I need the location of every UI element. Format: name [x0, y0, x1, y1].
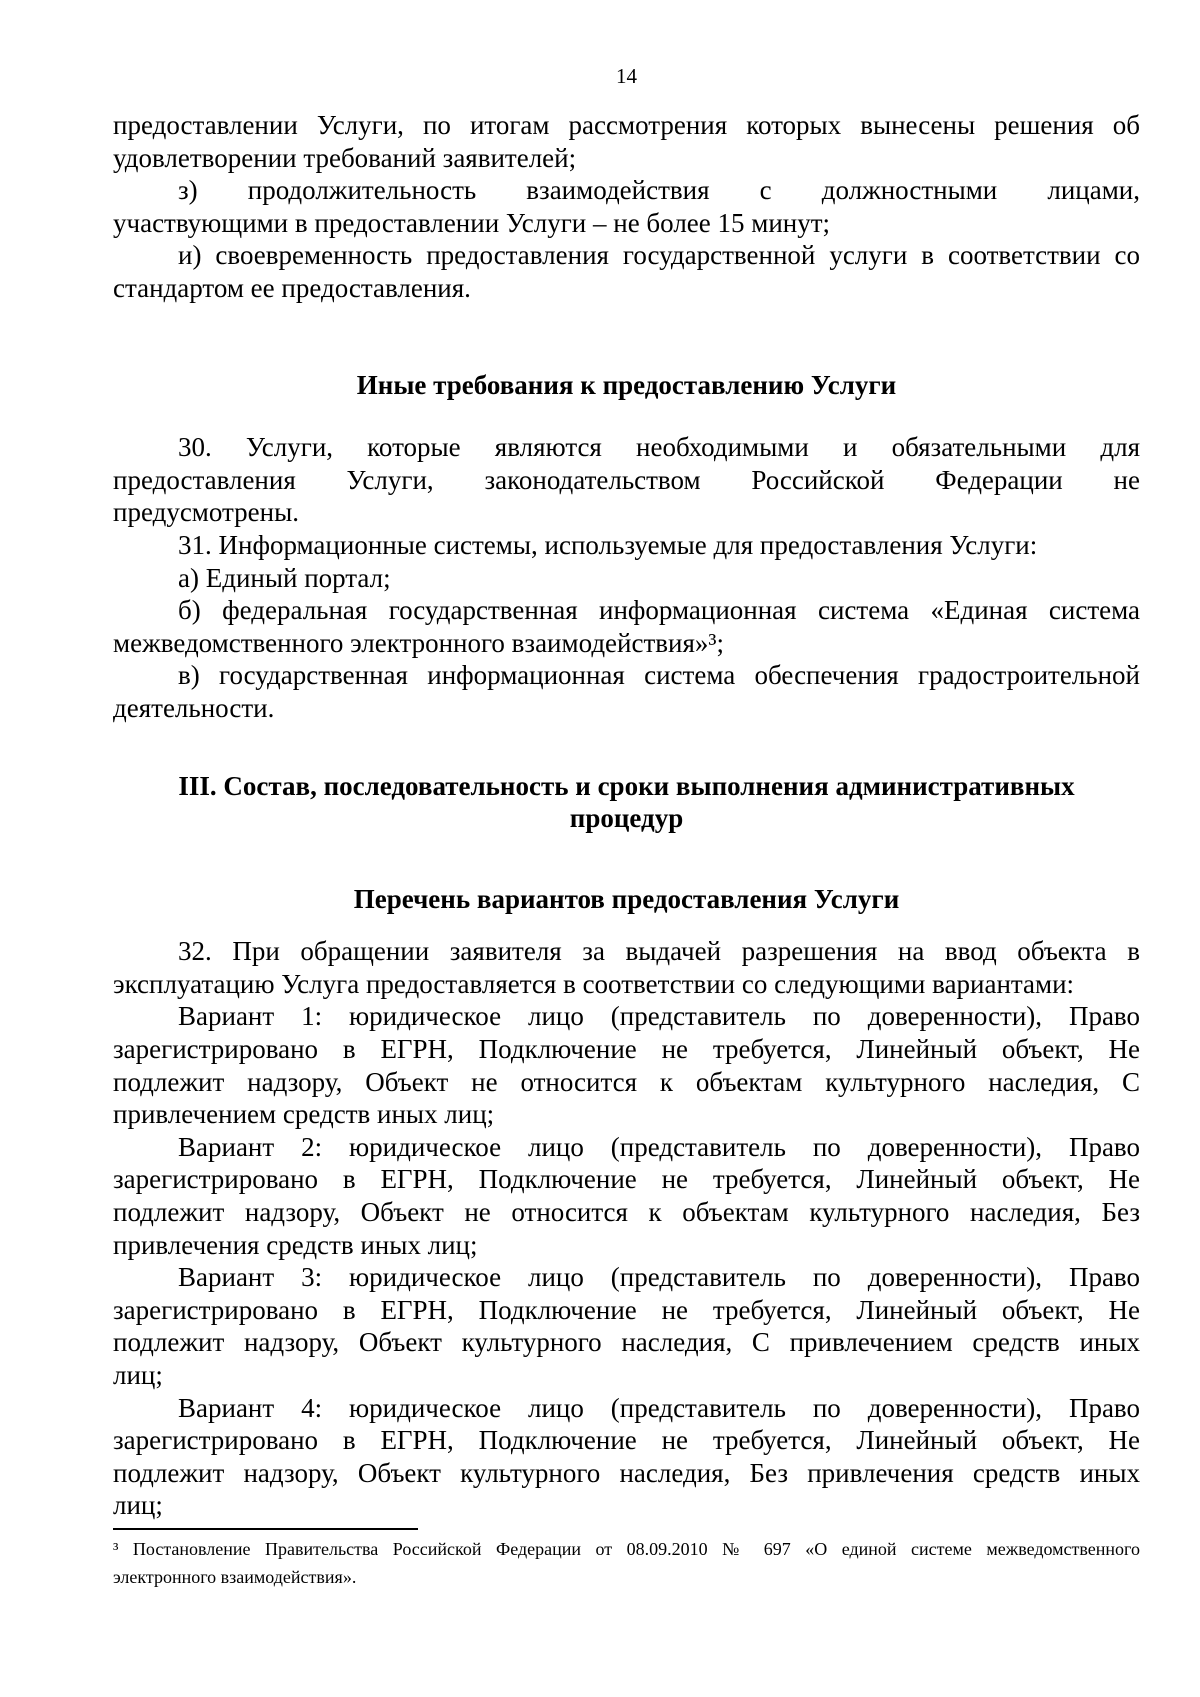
variant-1-line-4: привлечением средств иных лиц; — [113, 1099, 495, 1130]
item-z-line-1: з) продолжительность взаимодействия с должностными лицами, — [178, 175, 1140, 206]
variant-1 — [113, 1000, 1140, 1130]
para-30 — [113, 431, 1140, 529]
footnote-line-2: электронного взаимодействия». — [113, 1566, 357, 1587]
variant-3-line-1: Вариант 3: юридическое лицо (представитель по доверенности), Право — [178, 1262, 1140, 1293]
para-31 — [113, 529, 1140, 562]
variant-2-line-1: Вариант 2: юридическое лицо (представитель по доверенности), Право — [178, 1131, 1140, 1162]
variant-1-line-2: зарегистрировано в ЕГРН, Подключение не требуется, Линейный объект, Не — [113, 1034, 1140, 1065]
para-30-line-2: предоставления Услуги, законодательством Российской Федерации не — [113, 464, 1140, 495]
footnote-line-1: ³ Постановление Правительства Российской Федерации от 08.09.2010 № 697 «О единой системе межведомственного — [113, 1538, 1140, 1559]
footnote-separator — [113, 1528, 418, 1530]
item-v-line-2: деятельности. — [113, 692, 275, 723]
item-i-line-2: стандартом ее предоставления. — [113, 272, 471, 303]
variant-2-line-2: зарегистрировано в ЕГРН, Подключение не требуется, Линейный объект, Не — [113, 1164, 1140, 1195]
heading-other-requirements — [113, 369, 1140, 402]
para-32-line-1: 32. При обращении заявителя за выдачей разрешения на ввод объекта в — [178, 936, 1140, 967]
item-a-line-1: а) Единый портал; — [178, 562, 391, 593]
item-z — [113, 174, 1140, 239]
variant-4-line-1: Вариант 4: юридическое лицо (представитель по доверенности), Право — [178, 1392, 1140, 1423]
variant-3-line-2: зарегистрировано в ЕГРН, Подключение не требуется, Линейный объект, Не — [113, 1294, 1140, 1325]
document-body — [113, 109, 1140, 1522]
item-i-line-1: и) своевременность предоставления государственной услуги в соответствии со — [178, 240, 1140, 271]
item-a — [113, 562, 1140, 595]
para-32-line-2: эксплуатацию Услуга предоставляется в соответствии со следующими вариантами: — [113, 968, 1075, 999]
variant-4 — [113, 1392, 1140, 1522]
variant-2-line-4: привлечения средств иных лиц; — [113, 1229, 478, 1260]
variant-3-line-3: подлежит надзору, Объект культурного наследия, С привлечением средств иных — [113, 1327, 1140, 1358]
continuation-line-1: предоставлении Услуги, по итогам рассмотрения которых вынесены решения об — [113, 110, 1140, 140]
item-v-line-1: в) государственная информационная система обеспечения градостроительной — [178, 660, 1140, 691]
heading-section-3-line-1: III. Состав, последовательность и сроки выполнения административных — [178, 770, 1075, 801]
continuation — [113, 109, 1140, 174]
page-number: 14 — [616, 64, 637, 88]
para-30-line-1: 30. Услуги, которые являются необходимыми и обязательными для — [178, 432, 1140, 463]
item-b-line-2: межведомственного электронного взаимодействия»³; — [113, 627, 724, 658]
variant-4-line-2: зарегистрировано в ЕГРН, Подключение не требуется, Линейный объект, Не — [113, 1425, 1140, 1456]
para-30-line-3: предусмотрены. — [113, 497, 299, 528]
variant-4-line-3: подлежит надзору, Объект культурного наследия, Без привлечения средств иных — [113, 1457, 1140, 1488]
item-v — [113, 659, 1140, 724]
item-i — [113, 239, 1140, 304]
para-31-line-1: 31. Информационные системы, используемые для предоставления Услуги: — [178, 529, 1038, 560]
variant-3-line-4: лиц; — [113, 1360, 163, 1390]
continuation-line-2: удовлетворении требований заявителей; — [113, 142, 577, 173]
item-z-line-2: участвующими в предоставлении Услуги – не более 15 минут; — [113, 207, 831, 238]
footnote — [113, 1535, 1140, 1591]
heading-other-requirements-line-1: Иные требования к предоставлению Услуги — [356, 369, 897, 400]
heading-section-3 — [113, 770, 1140, 835]
variant-1-line-3: подлежит надзору, Объект не относится к объектам культурного наследия, С — [113, 1066, 1140, 1097]
heading-section-3-line-2: процедур — [569, 803, 684, 834]
heading-variants-list-line-1: Перечень вариантов предоставления Услуги — [353, 883, 900, 914]
item-b-line-1: б) федеральная государственная информационная система «Единая система — [178, 595, 1140, 626]
variant-1-line-1: Вариант 1: юридическое лицо (представитель по доверенности), Право — [178, 1001, 1140, 1032]
para-32 — [113, 935, 1140, 1000]
variant-2 — [113, 1131, 1140, 1261]
variant-3 — [113, 1261, 1140, 1391]
variant-2-line-3: подлежит надзору, Объект не относится к объектам культурного наследия, Без — [113, 1197, 1140, 1228]
item-b — [113, 594, 1140, 659]
heading-variants-list — [113, 883, 1140, 916]
variant-4-line-4: лиц; — [113, 1490, 163, 1521]
